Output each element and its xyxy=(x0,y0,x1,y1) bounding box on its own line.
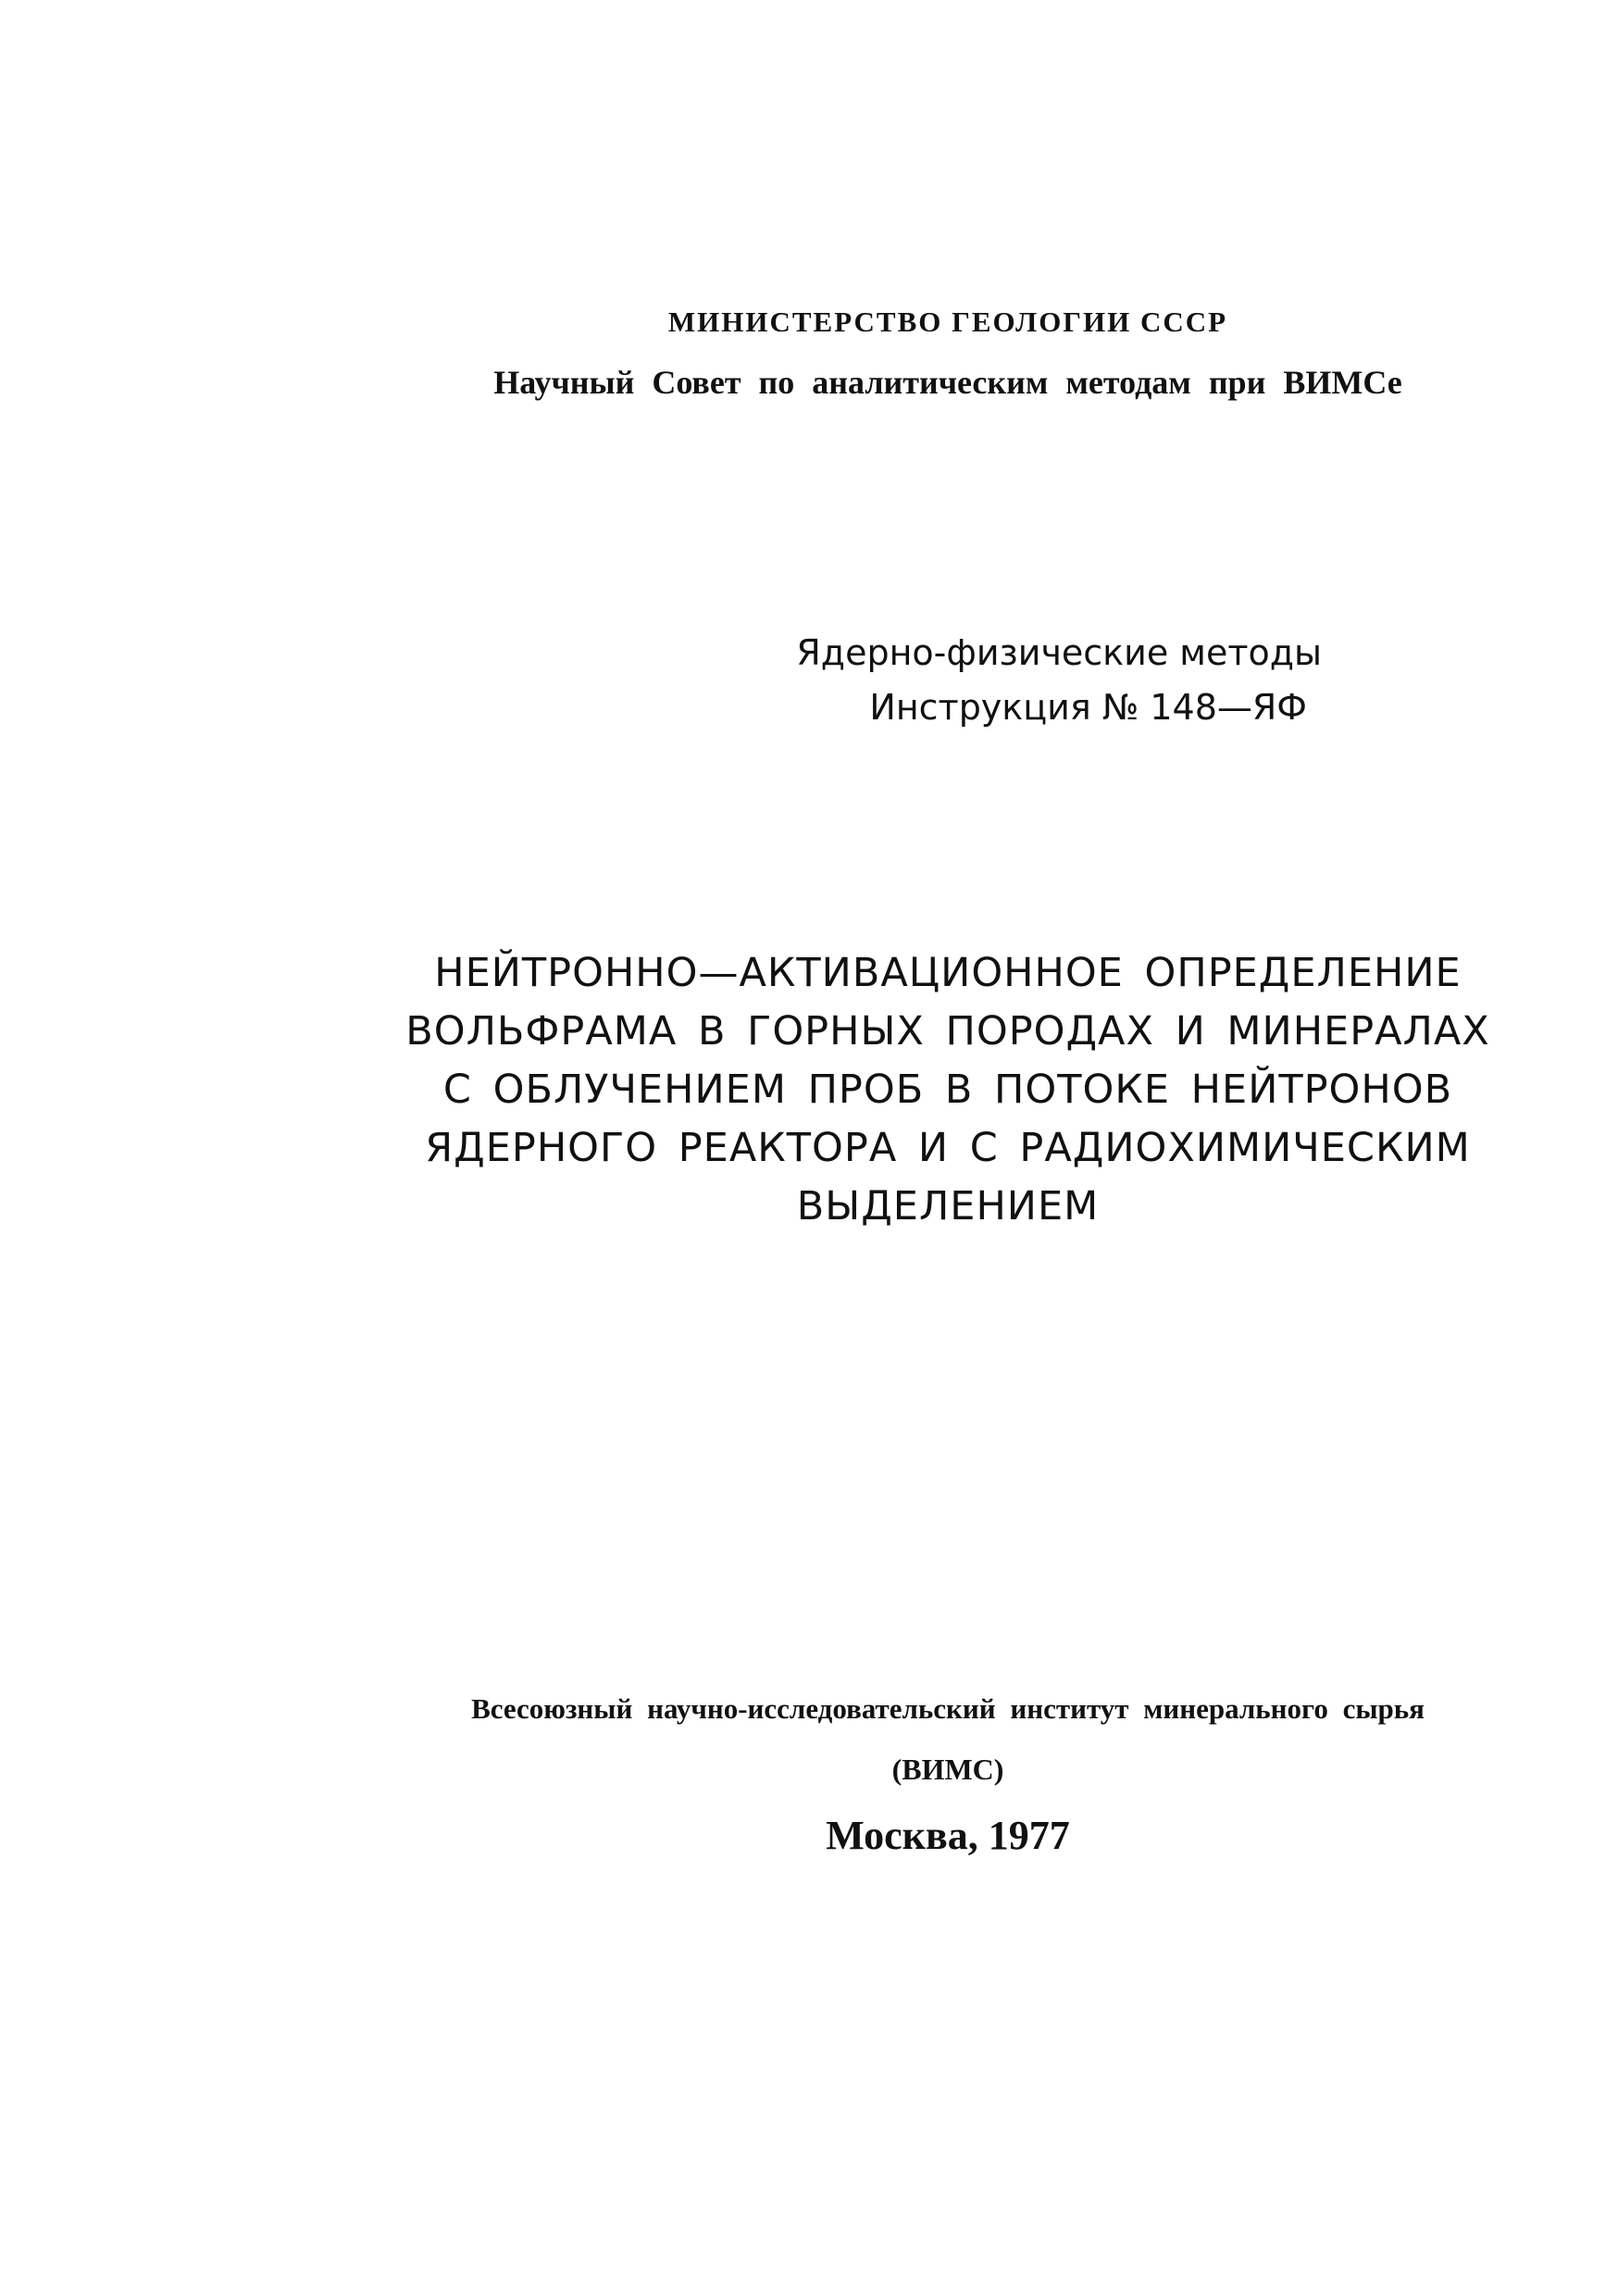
series-methods: Ядерно-физические методы xyxy=(796,632,1322,673)
title-line: НЕЙТРОННО—АКТИВАЦИОННОЕ ОПРЕДЕЛЕНИЕ xyxy=(434,950,1462,996)
ministry-heading: МИНИСТЕРСТВО ГЕОЛОГИИ СССР xyxy=(667,306,1228,338)
council-heading: Научный Совет по аналитическим методам при ВИМСе xyxy=(493,364,1402,401)
title-line: ВОЛЬФРАМА В ГОРНЫХ ПОРОДАХ И МИНЕРАЛАХ xyxy=(405,1008,1490,1054)
institute-name: Всесоюзный научно-исследовательский институт минерального сырья xyxy=(471,1692,1425,1725)
document-title xyxy=(139,944,1618,1236)
institute-abbreviation: (ВИМС) xyxy=(891,1753,1004,1786)
title-line: ВЫДЕЛЕНИЕМ xyxy=(796,1183,1100,1229)
title-line: ЯДЕРНОГО РЕАКТОРА И С РАДИОХИМИЧЕСКИМ xyxy=(425,1125,1471,1171)
instruction-number: Инструкция № 148—ЯФ xyxy=(869,687,1307,728)
city-year: Москва, 1977 xyxy=(826,1813,1070,1858)
title-line: С ОБЛУЧЕНИЕМ ПРОБ В ПОТОКЕ НЕЙТРОНОВ xyxy=(442,1067,1453,1113)
